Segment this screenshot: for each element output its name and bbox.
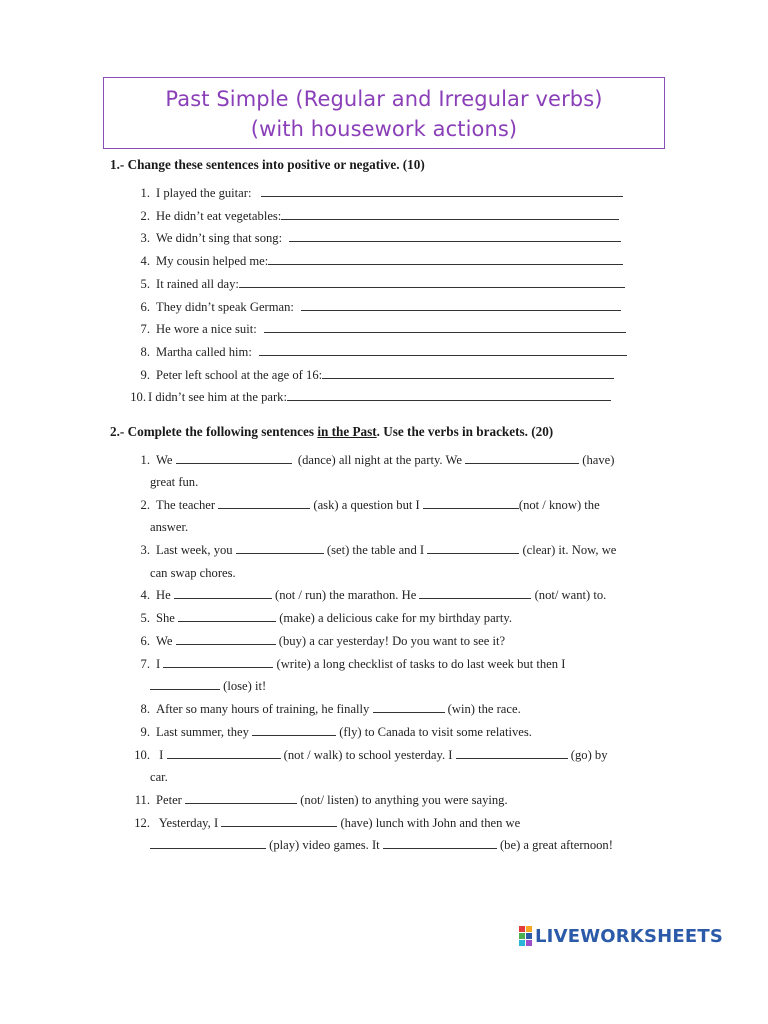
list-item: 4. My cousin helped me: <box>128 253 623 269</box>
list-item: 1. I played the guitar: <box>128 185 623 201</box>
answer-blank[interactable] <box>185 792 297 804</box>
answer-blank[interactable] <box>268 253 623 265</box>
answer-blank[interactable] <box>427 542 519 554</box>
answer-blank[interactable] <box>221 815 337 827</box>
answer-blank[interactable] <box>259 344 627 356</box>
list-item: 7. I (write) a long checklist of tasks to do last week but then I <box>140 657 566 671</box>
answer-blank[interactable] <box>236 542 324 554</box>
list-item: 9. Peter left school at the age of 16: <box>128 367 614 383</box>
answer-blank[interactable] <box>174 587 272 599</box>
list-item: 4. He (not / run) the marathon. He (not/ want) to. <box>140 588 607 602</box>
section-1-heading: 1.- Change these sentences into positive or negative. (10) <box>110 157 425 172</box>
continuation-text: (lose) it! <box>150 678 266 694</box>
list-item: 12. Yesterday, I (have) lunch with John and then we <box>134 816 521 830</box>
list-item: 6. We (buy) a car yesterday! Do you want to see it? <box>140 634 506 648</box>
answer-blank[interactable] <box>456 747 568 759</box>
list-item: 8. After so many hours of training, he finally (win) the race. <box>140 702 521 716</box>
answer-blank[interactable] <box>301 299 621 311</box>
answer-blank[interactable] <box>373 701 445 713</box>
list-item: 9. Last summer, they (fly) to Canada to visit some relatives. <box>140 725 532 739</box>
answer-blank[interactable] <box>261 185 623 197</box>
list-item: 1. We (dance) all night at the party. We (have) <box>140 453 615 467</box>
answer-blank[interactable] <box>281 208 619 220</box>
list-item: 10. I didn’t see him at the park: <box>128 389 611 405</box>
title-box <box>103 77 665 149</box>
answer-blank[interactable] <box>423 497 519 509</box>
list-item: 5. It rained all day: <box>128 276 625 292</box>
answer-blank[interactable] <box>150 678 220 690</box>
list-item: 11. Peter (not/ listen) to anything you were saying. <box>134 793 508 807</box>
logo-text: LIVEWORKSHEETS <box>535 925 724 947</box>
answer-blank[interactable] <box>176 633 276 645</box>
list-item: 5. She (make) a delicious cake for my birthday party. <box>140 611 512 625</box>
list-item: 2. The teacher (ask) a question but I (not / know) the <box>140 498 600 512</box>
list-item: 10. I (not / walk) to school yesterday. I (go) by <box>134 748 608 762</box>
liveworksheets-logo <box>519 926 723 946</box>
list-item: 2. He didn’t eat vegetables: <box>128 208 619 224</box>
answer-blank[interactable] <box>465 452 579 464</box>
answer-blank[interactable] <box>289 230 621 242</box>
continuation-text: great fun. <box>150 475 199 489</box>
continuation-text: answer. <box>150 520 189 534</box>
list-item: 7. He wore a nice suit: <box>128 321 626 337</box>
list-item: 6. They didn’t speak German: <box>128 299 621 315</box>
section-2-heading: 2.- Complete the following sentences in the Past. Use the verbs in brackets. (20) <box>110 424 554 439</box>
continuation-text: can swap chores. <box>150 566 236 580</box>
answer-blank[interactable] <box>239 276 625 288</box>
list-item: 3. Last week, you (set) the table and I (clear) it. Now, we <box>140 543 617 557</box>
answer-blank[interactable] <box>163 656 273 668</box>
answer-blank[interactable] <box>322 367 614 379</box>
continuation-text: car. <box>150 770 168 784</box>
continuation-text: (play) video games. It (be) a great afternoon! <box>150 837 613 853</box>
answer-blank[interactable] <box>178 610 276 622</box>
answer-blank[interactable] <box>383 837 497 849</box>
answer-blank[interactable] <box>176 452 292 464</box>
list-item: 8. Martha called him: <box>128 344 627 360</box>
answer-blank[interactable] <box>167 747 281 759</box>
list-item: 3. We didn’t sing that song: <box>128 230 621 246</box>
answer-blank[interactable] <box>419 587 531 599</box>
answer-blank[interactable] <box>218 497 310 509</box>
answer-blank[interactable] <box>287 389 611 401</box>
logo-mark-icon <box>519 926 532 946</box>
title-line-2: (with housework actions) <box>250 117 518 141</box>
answer-blank[interactable] <box>264 321 626 333</box>
answer-blank[interactable] <box>252 724 336 736</box>
answer-blank[interactable] <box>150 837 266 849</box>
title-line-1: Past Simple (Regular and Irregular verbs) <box>165 87 603 111</box>
